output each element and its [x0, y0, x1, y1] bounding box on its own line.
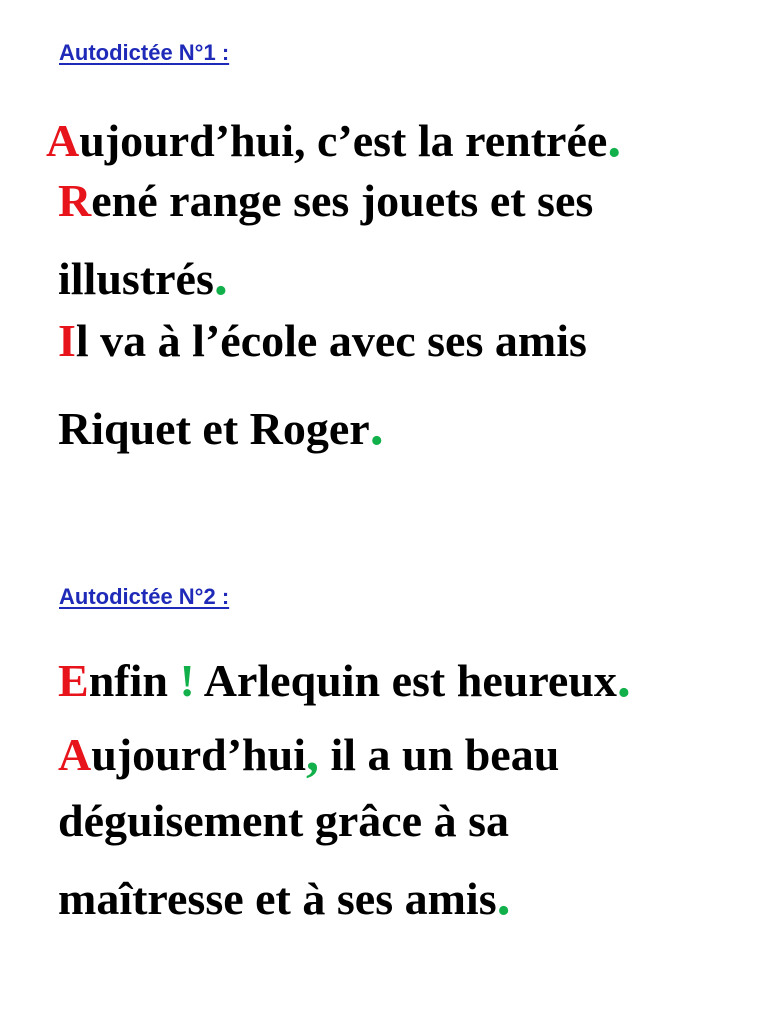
- period-mark: .: [369, 395, 384, 457]
- sentence-text: illustrés: [58, 253, 214, 304]
- initial-letter: R: [58, 175, 92, 226]
- dictation-2-line-2: [58, 725, 560, 782]
- comma-mark: ,: [305, 725, 319, 782]
- dictation-1-line-4: [58, 315, 587, 366]
- sentence-text: Riquet et Roger: [58, 403, 370, 454]
- dictation-2-line-1: [58, 647, 631, 709]
- dictation-2-heading: Autodictée N°2 :: [59, 584, 230, 609]
- dictation-1-heading: Autodictée N°1 :: [59, 40, 230, 65]
- exclamation-mark: !: [179, 655, 195, 706]
- initial-letter: I: [58, 315, 76, 366]
- dictation-1-line-5: [58, 395, 384, 457]
- sentence-text: il a un beau: [318, 729, 560, 780]
- sentence-text: ujourd’hui: [91, 729, 306, 780]
- dictation-1-line-3: [58, 245, 228, 307]
- sentence-text: ujourd’hui, c’est la rentrée: [79, 115, 608, 166]
- sentence-text: déguisement grâce à sa: [58, 795, 509, 846]
- period-mark: .: [496, 865, 511, 927]
- initial-letter: A: [46, 115, 80, 166]
- dictation-1-line-1: [46, 107, 622, 169]
- sentence-text: nfin: [88, 655, 180, 706]
- sentence-text: l va à l’école avec ses amis: [75, 315, 587, 366]
- initial-letter: E: [58, 655, 89, 706]
- sentence-text: Arlequin est heureux: [194, 655, 617, 706]
- dictation-2-line-3: [58, 795, 509, 846]
- period-mark: .: [616, 647, 631, 709]
- sentence-text: ené range ses jouets et ses: [91, 175, 594, 226]
- period-mark: .: [607, 107, 622, 169]
- dictation-1-line-2: [58, 175, 594, 226]
- dictation-2-line-4: [58, 865, 511, 927]
- sentence-text: maîtresse et à ses amis: [58, 873, 497, 924]
- initial-letter: A: [58, 729, 92, 780]
- period-mark: .: [213, 245, 228, 307]
